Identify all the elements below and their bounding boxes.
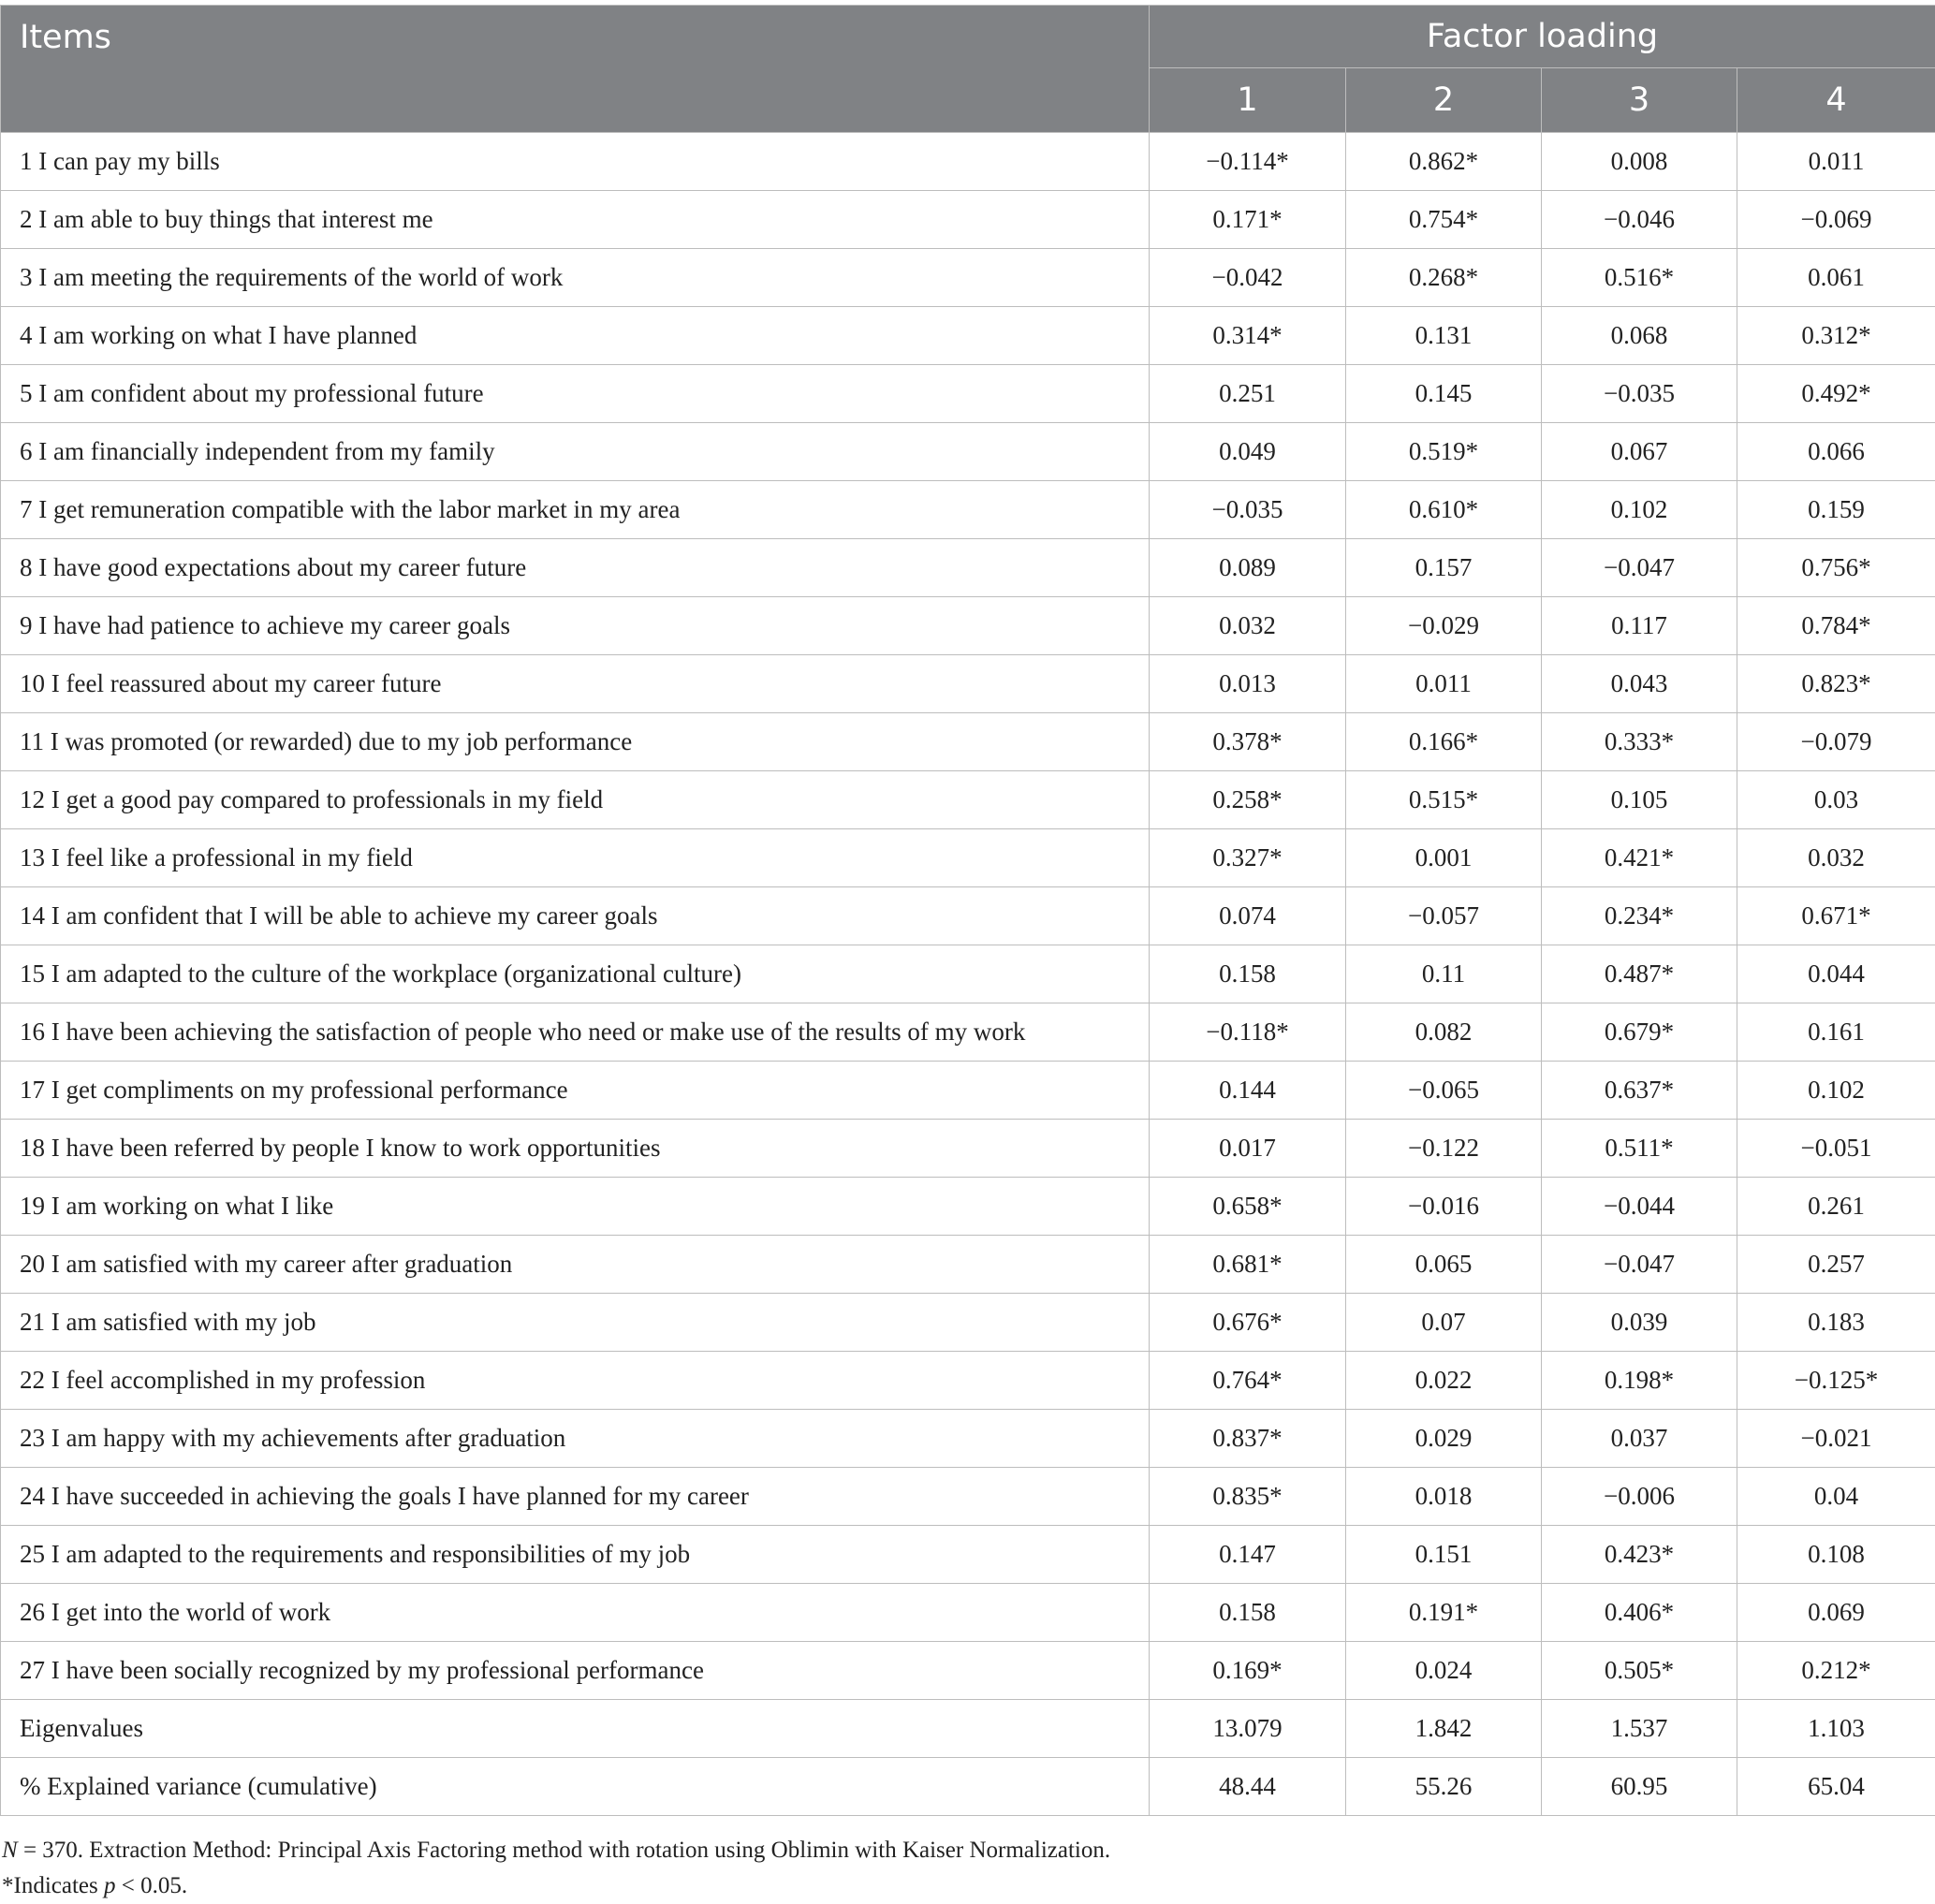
factor-3-value: 0.067 [1542, 423, 1737, 481]
factor-4-value: 0.03 [1737, 771, 1935, 829]
table-header [1, 6, 1935, 133]
factor-4-value: 0.212* [1737, 1642, 1935, 1700]
table-row [1, 771, 1935, 829]
factor-3-value: −0.046 [1542, 191, 1737, 249]
factor-4-value: 65.04 [1737, 1758, 1935, 1816]
factor-2-value: 0.754* [1346, 191, 1542, 249]
factor-4-value: 0.257 [1737, 1236, 1935, 1294]
table-row [1, 1120, 1935, 1178]
row-label: 12 I get a good pay compared to professionals in my field [1, 771, 1150, 829]
factor-2-value: 0.024 [1346, 1642, 1542, 1700]
row-label: 20 I am satisfied with my career after graduation [1, 1236, 1150, 1294]
factor-loading-table [0, 5, 1935, 1816]
table-row [1, 249, 1935, 307]
table-row [1, 1236, 1935, 1294]
factor-3-value: 0.102 [1542, 481, 1737, 539]
row-label: 26 I get into the world of work [1, 1584, 1150, 1642]
factor-2-header: 2 [1346, 68, 1542, 133]
factor-2-value: −0.065 [1346, 1062, 1542, 1120]
factor-2-value: 0.022 [1346, 1352, 1542, 1410]
factor-2-value: −0.016 [1346, 1178, 1542, 1236]
factor-1-value: 0.017 [1150, 1120, 1346, 1178]
factor-1-value: 0.158 [1150, 945, 1346, 1003]
factor-1-value: 0.049 [1150, 423, 1346, 481]
row-label: 16 I have been achieving the satisfaction of people who need or make use of the results of my work [1, 1003, 1150, 1062]
factor-3-value: 0.421* [1542, 829, 1737, 887]
row-label: 3 I am meeting the requirements of the world of work [1, 249, 1150, 307]
factor-3-value: 0.505* [1542, 1642, 1737, 1700]
table-row [1, 713, 1935, 771]
row-label: 19 I am working on what I like [1, 1178, 1150, 1236]
factor-1-value: 0.764* [1150, 1352, 1346, 1410]
factor-1-value: 0.251 [1150, 365, 1346, 423]
factor-3-value: 0.487* [1542, 945, 1737, 1003]
factor-1-value: 0.837* [1150, 1410, 1346, 1468]
factor-3-value: 0.117 [1542, 597, 1737, 655]
row-label: 17 I get compliments on my professional performance [1, 1062, 1150, 1120]
row-label: 6 I am financially independent from my family [1, 423, 1150, 481]
row-label: 25 I am adapted to the requirements and responsibilities of my job [1, 1526, 1150, 1584]
factor-1-value: 0.013 [1150, 655, 1346, 713]
factor-4-value: 0.312* [1737, 307, 1935, 365]
row-label: 2 I am able to buy things that interest me [1, 191, 1150, 249]
factor-4-header: 4 [1737, 68, 1935, 133]
row-label: 9 I have had patience to achieve my career goals [1, 597, 1150, 655]
factor-2-value: 0.862* [1346, 133, 1542, 191]
factor-4-value: 0.784* [1737, 597, 1935, 655]
table-row [1, 1178, 1935, 1236]
table-row [1, 1700, 1935, 1758]
table-row [1, 597, 1935, 655]
factor-1-value: 0.681* [1150, 1236, 1346, 1294]
factor-1-value: −0.114* [1150, 133, 1346, 191]
table-row [1, 307, 1935, 365]
row-label: 1 I can pay my bills [1, 133, 1150, 191]
factor-1-value: 0.169* [1150, 1642, 1346, 1700]
row-label: 4 I am working on what I have planned [1, 307, 1150, 365]
factor-3-value: −0.006 [1542, 1468, 1737, 1526]
factor-4-value: 0.04 [1737, 1468, 1935, 1526]
factor-2-value: 0.191* [1346, 1584, 1542, 1642]
row-label: 7 I get remuneration compatible with the labor market in my area [1, 481, 1150, 539]
factor-4-value: −0.125* [1737, 1352, 1935, 1410]
table-row [1, 1468, 1935, 1526]
factor-3-value: 0.406* [1542, 1584, 1737, 1642]
factor-2-value: 0.268* [1346, 249, 1542, 307]
row-label: 27 I have been socially recognized by my professional performance [1, 1642, 1150, 1700]
factor-4-value: 0.756* [1737, 539, 1935, 597]
factor-1-value: 0.158 [1150, 1584, 1346, 1642]
factor-4-value: 0.492* [1737, 365, 1935, 423]
factor-4-value: 0.032 [1737, 829, 1935, 887]
table-row [1, 1294, 1935, 1352]
row-label: 5 I am confident about my professional future [1, 365, 1150, 423]
sample-size-symbol: N [2, 1838, 18, 1863]
factor-1-header: 1 [1150, 68, 1346, 133]
factor-3-value: 0.037 [1542, 1410, 1737, 1468]
sample-size-note [2, 1833, 1110, 1868]
factor-1-value: 0.658* [1150, 1178, 1346, 1236]
factor-3-value: 1.537 [1542, 1700, 1737, 1758]
table-row [1, 887, 1935, 945]
factor-3-value: 0.008 [1542, 133, 1737, 191]
table-row [1, 423, 1935, 481]
factor-1-value: 0.171* [1150, 191, 1346, 249]
factor-4-value: 0.066 [1737, 423, 1935, 481]
table-row [1, 1062, 1935, 1120]
significance-suffix: < 0.05. [115, 1873, 187, 1898]
factor-2-value: 55.26 [1346, 1758, 1542, 1816]
factor-2-value: 0.011 [1346, 655, 1542, 713]
factor-1-value: 0.258* [1150, 771, 1346, 829]
factor-2-value: 0.07 [1346, 1294, 1542, 1352]
row-label: 23 I am happy with my achievements after graduation [1, 1410, 1150, 1468]
factor-3-value: 0.043 [1542, 655, 1737, 713]
row-label: % Explained variance (cumulative) [1, 1758, 1150, 1816]
factor-4-value: 0.161 [1737, 1003, 1935, 1062]
row-label: 24 I have succeeded in achieving the goals I have planned for my career [1, 1468, 1150, 1526]
factor-1-value: 0.089 [1150, 539, 1346, 597]
factor-2-value: 0.157 [1346, 539, 1542, 597]
factor-2-value: 0.065 [1346, 1236, 1542, 1294]
items-column-header: Items [1, 6, 1150, 133]
table-row [1, 945, 1935, 1003]
factor-1-value: 0.144 [1150, 1062, 1346, 1120]
row-label: 8 I have good expectations about my career future [1, 539, 1150, 597]
row-label: 22 I feel accomplished in my profession [1, 1352, 1150, 1410]
factor-1-value: 0.835* [1150, 1468, 1346, 1526]
factor-4-value: 0.044 [1737, 945, 1935, 1003]
factor-4-value: 0.069 [1737, 1584, 1935, 1642]
factor-4-value: −0.051 [1737, 1120, 1935, 1178]
table-row [1, 365, 1935, 423]
factor-1-value: 0.378* [1150, 713, 1346, 771]
table-row [1, 1642, 1935, 1700]
factor-4-value: −0.079 [1737, 713, 1935, 771]
table-row [1, 1526, 1935, 1584]
factor-1-value: −0.042 [1150, 249, 1346, 307]
factor-2-value: 0.151 [1346, 1526, 1542, 1584]
factor-2-value: 0.131 [1346, 307, 1542, 365]
factor-4-value: 0.823* [1737, 655, 1935, 713]
row-label: Eigenvalues [1, 1700, 1150, 1758]
factor-2-value: −0.029 [1346, 597, 1542, 655]
table-row [1, 655, 1935, 713]
factor-2-value: 0.145 [1346, 365, 1542, 423]
factor-3-value: 0.333* [1542, 713, 1737, 771]
factor-4-value: 0.011 [1737, 133, 1935, 191]
factor-1-value: 0.327* [1150, 829, 1346, 887]
factor-4-value: 0.108 [1737, 1526, 1935, 1584]
row-label: 18 I have been referred by people I know to work opportunities [1, 1120, 1150, 1178]
factor-3-value: 0.198* [1542, 1352, 1737, 1410]
factor-2-value: 0.11 [1346, 945, 1542, 1003]
factor-2-value: 0.166* [1346, 713, 1542, 771]
factor-4-value: 1.103 [1737, 1700, 1935, 1758]
table-row [1, 133, 1935, 191]
factor-4-value: −0.021 [1737, 1410, 1935, 1468]
table-notes [2, 1833, 1110, 1904]
factor-3-value: −0.035 [1542, 365, 1737, 423]
factor-3-value: 60.95 [1542, 1758, 1737, 1816]
table-row [1, 1352, 1935, 1410]
factor-1-value: 0.314* [1150, 307, 1346, 365]
factor-2-value: 0.519* [1346, 423, 1542, 481]
row-label: 10 I feel reassured about my career future [1, 655, 1150, 713]
factor-1-value: 13.079 [1150, 1700, 1346, 1758]
factor-2-value: −0.122 [1346, 1120, 1542, 1178]
factor-2-value: 0.029 [1346, 1410, 1542, 1468]
table-row [1, 829, 1935, 887]
extraction-method-text: = 370. Extraction Method: Principal Axis Factoring method with rotation using Oblimin with Kaiser Normalization. [18, 1838, 1110, 1863]
factor-3-value: 0.511* [1542, 1120, 1737, 1178]
factor-3-value: 0.637* [1542, 1062, 1737, 1120]
factor-3-value: 0.039 [1542, 1294, 1737, 1352]
row-label: 13 I feel like a professional in my field [1, 829, 1150, 887]
factor-4-value: 0.261 [1737, 1178, 1935, 1236]
table-row [1, 191, 1935, 249]
factor-4-value: 0.671* [1737, 887, 1935, 945]
factor-3-value: 0.679* [1542, 1003, 1737, 1062]
factor-1-value: −0.035 [1150, 481, 1346, 539]
factor-loading-group-header: Factor loading [1150, 6, 1935, 68]
factor-3-value: 0.516* [1542, 249, 1737, 307]
factor-4-value: 0.102 [1737, 1062, 1935, 1120]
factor-2-value: 1.842 [1346, 1700, 1542, 1758]
factor-3-value: −0.044 [1542, 1178, 1737, 1236]
factor-1-value: −0.118* [1150, 1003, 1346, 1062]
table-row [1, 1758, 1935, 1816]
factor-2-value: −0.057 [1346, 887, 1542, 945]
row-label: 11 I was promoted (or rewarded) due to my job performance [1, 713, 1150, 771]
significance-prefix: *Indicates [2, 1873, 104, 1898]
row-label: 21 I am satisfied with my job [1, 1294, 1150, 1352]
factor-3-value: 0.423* [1542, 1526, 1737, 1584]
factor-4-value: 0.183 [1737, 1294, 1935, 1352]
table-body [1, 133, 1935, 1816]
factor-3-value: −0.047 [1542, 1236, 1737, 1294]
factor-1-value: 0.147 [1150, 1526, 1346, 1584]
factor-2-value: 0.018 [1346, 1468, 1542, 1526]
factor-3-header: 3 [1542, 68, 1737, 133]
factor-2-value: 0.515* [1346, 771, 1542, 829]
factor-2-value: 0.082 [1346, 1003, 1542, 1062]
p-value-symbol: p [104, 1873, 116, 1898]
significance-note [2, 1868, 1110, 1904]
factor-4-value: 0.159 [1737, 481, 1935, 539]
factor-3-value: 0.105 [1542, 771, 1737, 829]
factor-1-value: 0.676* [1150, 1294, 1346, 1352]
factor-2-value: 0.001 [1346, 829, 1542, 887]
row-label: 14 I am confident that I will be able to achieve my career goals [1, 887, 1150, 945]
factor-2-value: 0.610* [1346, 481, 1542, 539]
factor-3-value: 0.234* [1542, 887, 1737, 945]
row-label: 15 I am adapted to the culture of the workplace (organizational culture) [1, 945, 1150, 1003]
factor-4-value: −0.069 [1737, 191, 1935, 249]
table-row [1, 539, 1935, 597]
factor-1-value: 0.074 [1150, 887, 1346, 945]
factor-1-value: 0.032 [1150, 597, 1346, 655]
table-row [1, 1410, 1935, 1468]
factor-3-value: 0.068 [1542, 307, 1737, 365]
table-row [1, 1584, 1935, 1642]
table-row [1, 1003, 1935, 1062]
factor-3-value: −0.047 [1542, 539, 1737, 597]
factor-4-value: 0.061 [1737, 249, 1935, 307]
table-row [1, 481, 1935, 539]
factor-1-value: 48.44 [1150, 1758, 1346, 1816]
